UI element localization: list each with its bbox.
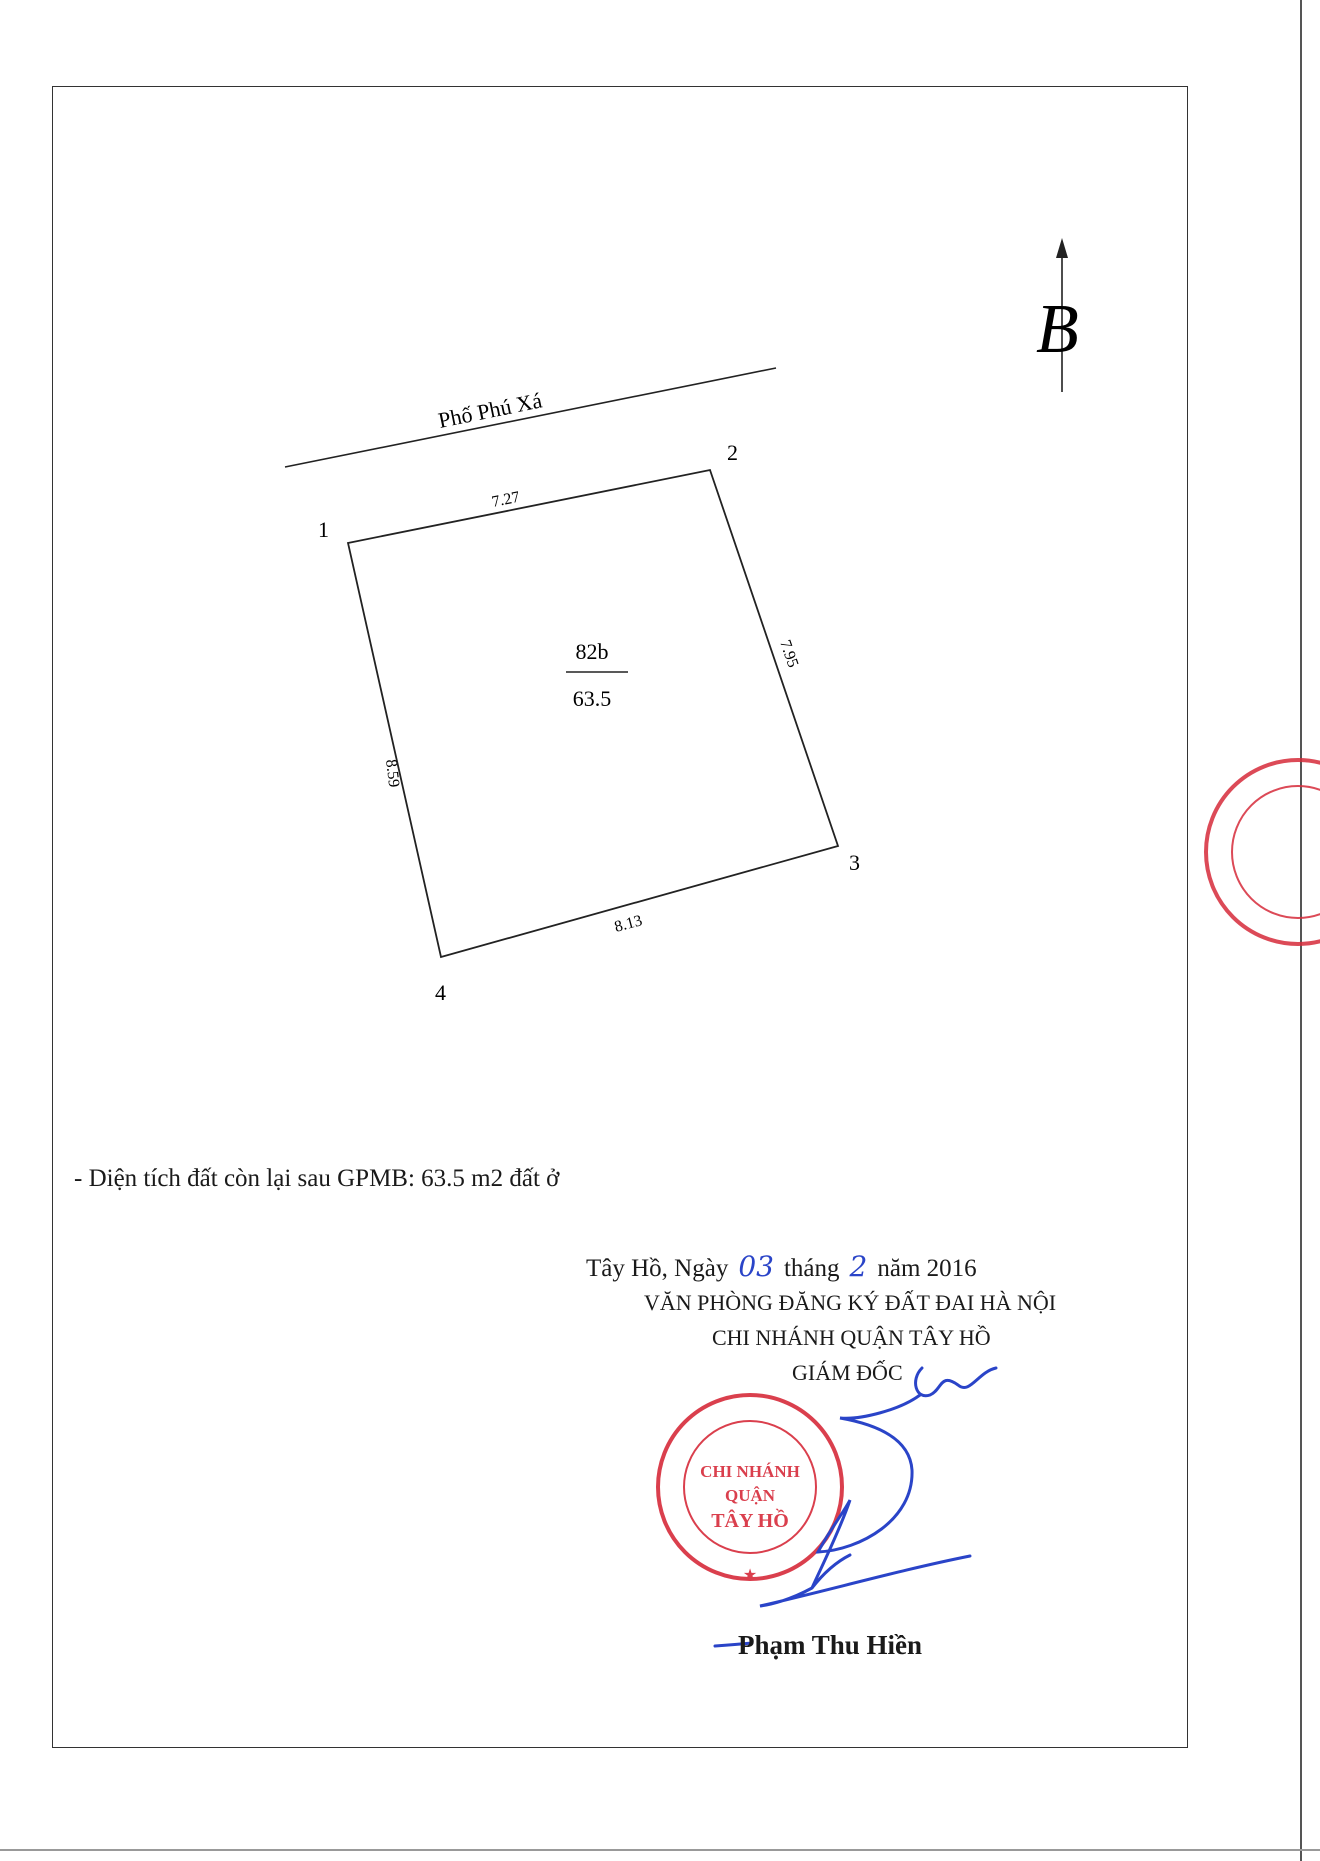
edge-2-3-length: 7.95 bbox=[776, 637, 802, 670]
date-month: 2 bbox=[849, 1250, 868, 1283]
svg-text:★: ★ bbox=[742, 1567, 758, 1584]
vertex-2-label: 2 bbox=[727, 440, 738, 465]
signer-name: Phạm Thu Hiền bbox=[738, 1630, 923, 1660]
vertex-1-label: 1 bbox=[318, 517, 329, 542]
partial-seal-image bbox=[1206, 760, 1320, 944]
date-month-label: tháng bbox=[783, 1255, 840, 1282]
handwritten-signature-image bbox=[715, 1368, 996, 1646]
edge-3-4-length: 8.13 bbox=[612, 912, 645, 936]
street-label: Phố Phú Xá bbox=[436, 387, 545, 433]
date-day: 03 bbox=[738, 1250, 774, 1283]
official-seal-image bbox=[658, 1395, 842, 1584]
edge-4-1-length: 8.59 bbox=[382, 758, 403, 789]
vertex-3-label: 3 bbox=[849, 850, 860, 875]
remaining-area-note: - Diện tích đất còn lại sau GPMB: 63.5 m2 đất ở bbox=[74, 1165, 560, 1192]
svg-text:CHI NHÁNH: CHI NHÁNH bbox=[700, 1462, 800, 1481]
parcel-boundary bbox=[348, 470, 838, 957]
street-line bbox=[285, 368, 776, 467]
parcel-number: 82b bbox=[575, 639, 609, 664]
svg-text:TÂY HỒ: TÂY HỒ bbox=[711, 1510, 789, 1532]
edge-1-2-length: 7.27 bbox=[490, 488, 522, 511]
date-line bbox=[586, 1250, 977, 1283]
date-place: Tây Hồ, Ngày bbox=[586, 1255, 729, 1282]
branch-name: CHI NHÁNH QUẬN TÂY HỒ bbox=[712, 1325, 991, 1350]
date-year: năm 2016 bbox=[877, 1255, 977, 1282]
signer-title: GIÁM ĐỐC bbox=[792, 1360, 903, 1385]
vertex-4-label: 4 bbox=[435, 980, 446, 1005]
office-name: VĂN PHÒNG ĐĂNG KÝ ĐẤT ĐAI HÀ NỘI bbox=[644, 1290, 1057, 1315]
north-label: B bbox=[1036, 291, 1079, 368]
parcel-area: 63.5 bbox=[572, 686, 612, 711]
svg-text:QUẬN: QUẬN bbox=[724, 1486, 776, 1505]
